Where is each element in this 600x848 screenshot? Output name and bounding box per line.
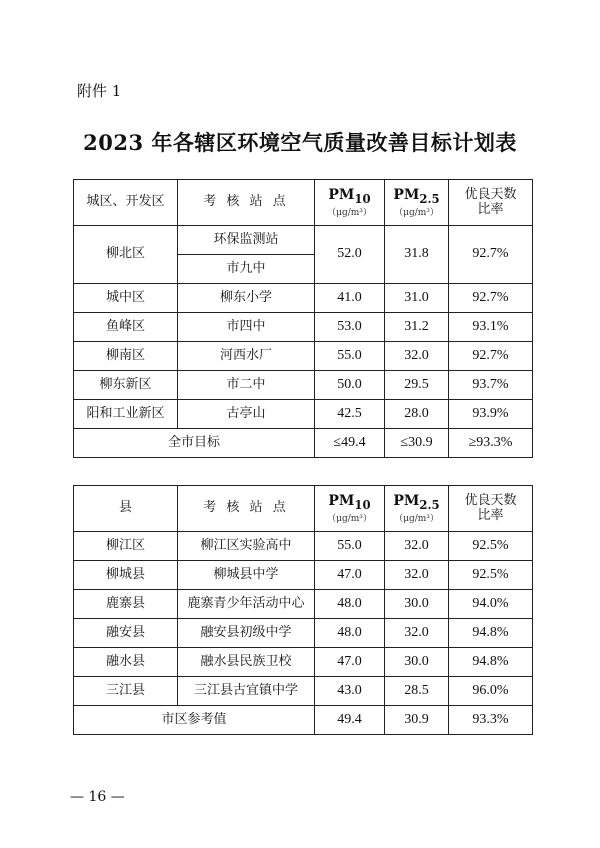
table-row (74, 400, 533, 429)
rate-cell: 92.7% (449, 284, 533, 313)
district-header: 城区、开发区 (74, 180, 178, 226)
station-header: 考 核 站 点 (178, 180, 315, 226)
station-header: 考 核 站 点 (178, 486, 315, 532)
station-cell: 古亭山 (178, 400, 315, 429)
table-header-row (74, 486, 533, 532)
table-header-row (74, 180, 533, 226)
rate-cell: 92.5% (449, 561, 533, 590)
district-cell: 城中区 (74, 284, 178, 313)
district-cell: 柳北区 (74, 226, 178, 284)
pm10-cell: 47.0 (315, 648, 385, 677)
district-cell: 鱼峰区 (74, 313, 178, 342)
pm10-cell: 42.5 (315, 400, 385, 429)
station-cell: 融水县民族卫校 (178, 648, 315, 677)
station-cell: 市四中 (178, 313, 315, 342)
table-row (74, 677, 533, 706)
table-row (74, 619, 533, 648)
pm25-cell: 32.0 (385, 561, 449, 590)
pm25-cell: ≤30.9 (385, 429, 449, 458)
pm10-cell: ≤49.4 (315, 429, 385, 458)
rate-cell: 93.3% (449, 706, 533, 735)
good-days-header: 优良天数比率 (449, 180, 533, 226)
unit-label: （μg/m³） (327, 513, 372, 524)
district-cell: 柳东新区 (74, 371, 178, 400)
document-title: 2023 年各辖区环境空气质量改善目标计划表 (83, 130, 517, 155)
county-cell: 鹿寨县 (74, 590, 178, 619)
page-number: — 16 — (70, 789, 125, 805)
rate-cell: 93.1% (449, 313, 533, 342)
pm10-cell: 43.0 (315, 677, 385, 706)
table-row (74, 284, 533, 313)
table-row (74, 226, 533, 255)
county-cell: 三江县 (74, 677, 178, 706)
district-cell: 阳和工业新区 (74, 400, 178, 429)
pm10-cell: 49.4 (315, 706, 385, 735)
rate-cell: 96.0% (449, 677, 533, 706)
pm25-cell: 32.0 (385, 532, 449, 561)
total-label: 全市目标 (74, 429, 315, 458)
table-row (74, 561, 533, 590)
rate-cell: ≥93.3% (449, 429, 533, 458)
table-row (74, 313, 533, 342)
rate-cell: 92.7% (449, 342, 533, 371)
county-cell: 融水县 (74, 648, 178, 677)
pm10-cell: 50.0 (315, 371, 385, 400)
station-cell: 柳城县中学 (178, 561, 315, 590)
station-cell: 融安县初级中学 (178, 619, 315, 648)
total-row (74, 429, 533, 458)
pm25-header: $PM_{2.5}$ （μg/m³） (385, 180, 449, 226)
county-cell: 柳江区 (74, 532, 178, 561)
station-cell: 鹿寨青少年活动中心 (178, 590, 315, 619)
rate-cell: 94.8% (449, 619, 533, 648)
pm25-cell: 32.0 (385, 342, 449, 371)
unit-label: （μg/m³） (394, 513, 439, 524)
unit-label: （μg/m³） (394, 207, 439, 218)
attachment-label: 附件 1 (77, 82, 122, 100)
county-cell: 柳城县 (74, 561, 178, 590)
district-cell: 柳南区 (74, 342, 178, 371)
pm10-cell: 52.0 (315, 226, 385, 284)
station-cell: 市二中 (178, 371, 315, 400)
pm25-cell: 29.5 (385, 371, 449, 400)
pm10-header: $PM_{10}$ （μg/m³） (315, 180, 385, 226)
pm10-cell: 41.0 (315, 284, 385, 313)
unit-label: （μg/m³） (327, 207, 372, 218)
pm10-cell: 47.0 (315, 561, 385, 590)
rate-cell: 94.8% (449, 648, 533, 677)
rate-cell: 93.9% (449, 400, 533, 429)
station-cell: 柳江区实验高中 (178, 532, 315, 561)
table-row (74, 532, 533, 561)
pm10-cell: 48.0 (315, 590, 385, 619)
pm25-cell: 31.8 (385, 226, 449, 284)
county-targets-table (73, 485, 533, 735)
rate-cell: 92.7% (449, 226, 533, 284)
rate-cell: 92.5% (449, 532, 533, 561)
station-cell: 柳东小学 (178, 284, 315, 313)
total-row (74, 706, 533, 735)
pm25-cell: 32.0 (385, 619, 449, 648)
pm10-cell: 55.0 (315, 532, 385, 561)
total-label: 市区参考值 (74, 706, 315, 735)
pm10-cell: 48.0 (315, 619, 385, 648)
table-row (74, 342, 533, 371)
pm25-cell: 30.0 (385, 590, 449, 619)
rate-cell: 94.0% (449, 590, 533, 619)
rate-cell: 93.7% (449, 371, 533, 400)
station-cell: 环保监测站 (178, 226, 315, 255)
pm10-header: $PM_{10}$ （μg/m³） (315, 486, 385, 532)
station-cell: 三江县古宜镇中学 (178, 677, 315, 706)
pm25-cell: 30.0 (385, 648, 449, 677)
pm25-header: $PM_{2.5}$ （μg/m³） (385, 486, 449, 532)
county-cell: 融安县 (74, 619, 178, 648)
pm25-cell: 31.0 (385, 284, 449, 313)
table-row (74, 648, 533, 677)
pm10-cell: 53.0 (315, 313, 385, 342)
pm25-cell: 31.2 (385, 313, 449, 342)
table-row (74, 371, 533, 400)
district-targets-table (73, 179, 533, 458)
pm10-cell: 55.0 (315, 342, 385, 371)
pm25-cell: 30.9 (385, 706, 449, 735)
pm25-cell: 28.0 (385, 400, 449, 429)
station-cell: 市九中 (178, 255, 315, 284)
county-header: 县 (74, 486, 178, 532)
table-row (74, 590, 533, 619)
pm25-cell: 28.5 (385, 677, 449, 706)
station-cell: 河西水厂 (178, 342, 315, 371)
good-days-header: 优良天数比率 (449, 486, 533, 532)
